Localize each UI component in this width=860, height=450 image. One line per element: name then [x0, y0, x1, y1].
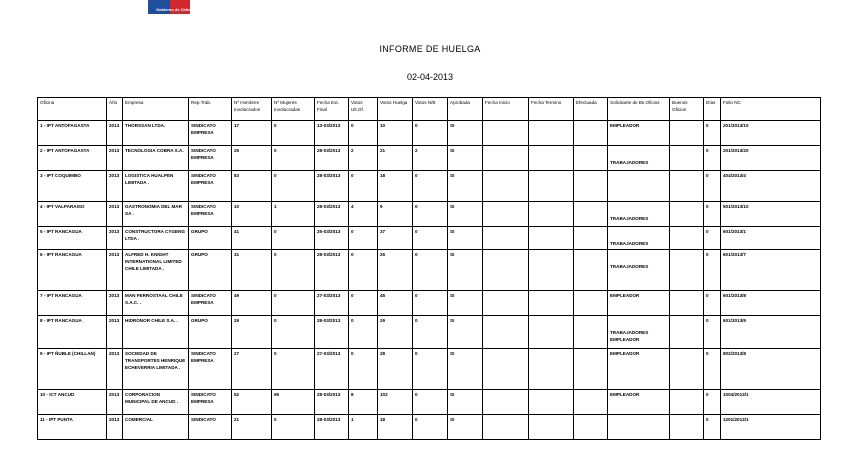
- cell-folio: 1201/2013/1: [721, 415, 821, 440]
- cell-fecha-termino: [529, 250, 574, 291]
- cell-solicitante: [608, 146, 670, 171]
- cell-votos-huelga: 28: [378, 349, 413, 390]
- cell-dias: 0: [704, 390, 721, 415]
- table-row: [38, 349, 821, 390]
- cell-folio: 601/2013/9: [721, 316, 821, 349]
- cell-mujeres: 0: [272, 316, 315, 349]
- cell-dias: 0: [704, 146, 721, 171]
- cell-folio: 404/2013/4: [721, 171, 821, 202]
- cell-hombres: 27: [232, 349, 272, 390]
- cell-votos-huelga: 21: [378, 146, 413, 171]
- cell-fecha-termino: [529, 316, 574, 349]
- cell-votos-huelga: 29: [378, 316, 413, 349]
- cell-buenos: [670, 121, 704, 146]
- cell-mujeres: 1: [272, 202, 315, 227]
- cell-solicitante: [608, 390, 670, 415]
- cell-hombres: 29: [232, 316, 272, 349]
- col-header: Fecha Ext. Final: [315, 98, 349, 121]
- cell-fecha-inicio: [483, 250, 529, 291]
- cell-votos-ult: 0: [349, 316, 378, 349]
- col-header: Rep.Trab.: [189, 98, 232, 121]
- cell-fecha-inicio: [483, 291, 529, 316]
- cell-empresa: CONSTRUCTORA CYGENG LTDA .: [123, 227, 189, 250]
- cell-aprobada: SI: [448, 390, 483, 415]
- cell-fecha-ext: 28-03/2013: [315, 250, 349, 291]
- cell-aprobada: SI: [448, 146, 483, 171]
- cell-aprobada: SI: [448, 316, 483, 349]
- cell-fecha-ext: 28-03/2013: [315, 171, 349, 202]
- cell-rep: SINDICATO EMPRESA: [189, 146, 232, 171]
- cell-votos-huelga: 45: [378, 291, 413, 316]
- cell-folio: 201/2013/20: [721, 146, 821, 171]
- cell-solicitante: [608, 171, 670, 202]
- col-header: Fecha Termino: [529, 98, 574, 121]
- col-header: Nº Hombres Involucrados: [232, 98, 272, 121]
- cell-anio: 2013: [107, 415, 123, 440]
- cell-fecha-inicio: [483, 171, 529, 202]
- cell-hombres: 83: [232, 171, 272, 202]
- cell-rep: SINDICATO EMPRESA: [189, 121, 232, 146]
- cell-aprobada: SI: [448, 171, 483, 202]
- cell-votos-ult: 1: [349, 415, 378, 440]
- table-row: [38, 250, 821, 291]
- cell-aprobada: SI: [448, 415, 483, 440]
- cell-fecha-termino: [529, 146, 574, 171]
- solicitante-value: EMPLEADOR: [610, 392, 640, 397]
- col-header: Fecha Inicio: [483, 98, 529, 121]
- cell-efectuada: [574, 202, 608, 227]
- cell-fecha-termino: [529, 291, 574, 316]
- cell-aprobada: SI: [448, 227, 483, 250]
- cell-fecha-termino: [529, 390, 574, 415]
- cell-votos-ult: 0: [349, 349, 378, 390]
- cell-efectuada: [574, 146, 608, 171]
- solicitante-secondary-value: TRABAJADORES EMPLEADOR: [610, 330, 649, 343]
- cell-aprobada: SI: [448, 121, 483, 146]
- cell-folio: 1004/2013/1: [721, 390, 821, 415]
- cell-votos-ult: 0: [349, 121, 378, 146]
- cell-buenos: [670, 390, 704, 415]
- col-header: Empresa: [123, 98, 189, 121]
- cell-votos-nb: 2: [413, 146, 448, 171]
- cell-buenos: [670, 349, 704, 390]
- cell-solicitante: [608, 291, 670, 316]
- cell-oficina: 1 - IPT ANTOFAGASTA: [38, 121, 107, 146]
- cell-votos-ult: 0: [349, 250, 378, 291]
- cell-folio: 601/2013/1: [721, 227, 821, 250]
- cell-rep: GRUPO: [189, 250, 232, 291]
- cell-votos-ult: 8: [349, 390, 378, 415]
- cell-mujeres: 0: [272, 171, 315, 202]
- table-header-row: [38, 98, 821, 121]
- cell-efectuada: [574, 291, 608, 316]
- cell-oficina: 9 - IPT ÑUBLE (CHILLAN): [38, 349, 107, 390]
- cell-hombres: 52: [232, 390, 272, 415]
- cell-dias: 0: [704, 121, 721, 146]
- cell-rep: SINDICATO EMPRESA: [189, 390, 232, 415]
- col-header: Buenos Oficios: [670, 98, 704, 121]
- table-row: [38, 171, 821, 202]
- col-header: Votos N/B: [413, 98, 448, 121]
- cell-fecha-ext: 28-03/2013: [315, 415, 349, 440]
- cell-solicitante: [608, 121, 670, 146]
- cell-mujeres: 0: [272, 291, 315, 316]
- cell-buenos: [670, 146, 704, 171]
- solicitante-secondary-value: TRABAJADORES: [610, 241, 649, 246]
- solicitante-value: EMPLEADOR: [610, 351, 640, 356]
- cell-folio: 601/2013/7: [721, 250, 821, 291]
- cell-fecha-ext: 13-03/2013: [315, 121, 349, 146]
- cell-oficina: 7 - IPT RANCAGUA: [38, 291, 107, 316]
- cell-buenos: [670, 291, 704, 316]
- cell-aprobada: SI: [448, 349, 483, 390]
- report-title: INFORME DE HUELGA: [379, 44, 481, 54]
- col-header: Oficina: [38, 98, 107, 121]
- cell-fecha-inicio: [483, 121, 529, 146]
- cell-votos-nb: 0: [413, 415, 448, 440]
- cell-votos-ult: 2: [349, 146, 378, 171]
- cell-votos-nb: 0: [413, 227, 448, 250]
- cell-votos-ult: 0: [349, 227, 378, 250]
- col-header: Efectuada: [574, 98, 608, 121]
- strike-report-table: [37, 97, 821, 440]
- cell-hombres: 25: [232, 146, 272, 171]
- cell-solicitante: [608, 316, 670, 349]
- cell-votos-huelga: 25: [378, 250, 413, 291]
- cell-oficina: 11 - IPT PUNTA: [38, 415, 107, 440]
- cell-dias: 0: [704, 415, 721, 440]
- cell-oficina: 10 - ICT ANCUD: [38, 390, 107, 415]
- cell-efectuada: [574, 250, 608, 291]
- cell-dias: 0: [704, 171, 721, 202]
- cell-votos-nb: 0: [413, 349, 448, 390]
- cell-anio: 2013: [107, 250, 123, 291]
- solicitante-secondary-value: TRABAJADORES: [610, 264, 649, 269]
- cell-fecha-inicio: [483, 146, 529, 171]
- cell-oficina: 3 - IPT COQUIMBO: [38, 171, 107, 202]
- solicitante-secondary-value: TRABAJADORES: [610, 216, 649, 221]
- cell-mujeres: 0: [272, 349, 315, 390]
- col-header: Nº Mujeres Involucradas: [272, 98, 315, 121]
- cell-rep: SINDICATO EMPRESA: [189, 171, 232, 202]
- cell-votos-nb: 0: [413, 316, 448, 349]
- logo-text: Gobierno de Chile: [156, 7, 191, 12]
- cell-rep: GRUPO: [189, 316, 232, 349]
- cell-anio: 2013: [107, 390, 123, 415]
- col-header: Votos Huelga: [378, 98, 413, 121]
- cell-oficina: 8 - IPT RANCAGUA: [38, 316, 107, 349]
- cell-dias: 0: [704, 316, 721, 349]
- cell-mujeres: 0: [272, 121, 315, 146]
- cell-dias: 0: [704, 349, 721, 390]
- cell-rep: SINDICATO EMPRESA: [189, 349, 232, 390]
- cell-anio: 2013: [107, 121, 123, 146]
- col-header: Aprobada: [448, 98, 483, 121]
- cell-hombres: 10: [232, 202, 272, 227]
- cell-fecha-inicio: [483, 415, 529, 440]
- cell-dias: 0: [704, 202, 721, 227]
- cell-efectuada: [574, 171, 608, 202]
- cell-empresa: GASTRONOMIA DEL MAR SA .: [123, 202, 189, 227]
- cell-buenos: [670, 171, 704, 202]
- cell-mujeres: 0: [272, 415, 315, 440]
- solicitante-secondary-value: [610, 398, 667, 410]
- cell-efectuada: [574, 390, 608, 415]
- cell-dias: 0: [704, 291, 721, 316]
- cell-empresa: COMERCIAL: [123, 415, 189, 440]
- cell-oficina: 2 - IPT ANTOFAGASTA: [38, 146, 107, 171]
- cell-mujeres: 0: [272, 227, 315, 250]
- cell-empresa: THORSSAN LTDA.: [123, 121, 189, 146]
- cell-folio: 201/2013/10: [721, 121, 821, 146]
- cell-folio: 802/2013/8: [721, 349, 821, 390]
- table-row: [38, 202, 821, 227]
- solicitante-secondary-value: [610, 299, 667, 311]
- solicitante-secondary-value: [610, 172, 667, 184]
- cell-oficina: 5 - IPT RANCAGUA: [38, 227, 107, 250]
- cell-empresa: SOCIEDAD DE TRANSPORTES HENRIQUE ECHEVERRIA LIMITADA .: [123, 349, 189, 390]
- cell-buenos: [670, 316, 704, 349]
- cell-rep: GRUPO: [189, 227, 232, 250]
- cell-fecha-inicio: [483, 202, 529, 227]
- cell-rep: SINDICATO EMPRESA: [189, 202, 232, 227]
- cell-buenos: [670, 227, 704, 250]
- cell-folio: 501/2013/10: [721, 202, 821, 227]
- solicitante-secondary-value: [610, 357, 667, 369]
- cell-efectuada: [574, 349, 608, 390]
- cell-solicitante: [608, 250, 670, 291]
- cell-votos-nb: 0: [413, 250, 448, 291]
- cell-anio: 2013: [107, 227, 123, 250]
- cell-votos-ult: 4: [349, 202, 378, 227]
- cell-rep: SINDICATO EMPRESA: [189, 291, 232, 316]
- cell-votos-nb: 0: [413, 121, 448, 146]
- cell-anio: 2013: [107, 146, 123, 171]
- cell-oficina: 4 - IPT VALPARAISO: [38, 202, 107, 227]
- table-row: [38, 121, 821, 146]
- cell-votos-nb: 0: [413, 291, 448, 316]
- cell-anio: 2013: [107, 349, 123, 390]
- cell-fecha-inicio: [483, 227, 529, 250]
- cell-hombres: 31: [232, 250, 272, 291]
- solicitante-value: EMPLEADOR: [610, 293, 640, 298]
- cell-fecha-termino: [529, 202, 574, 227]
- cell-votos-huelga: 10: [378, 121, 413, 146]
- cell-fecha-ext: 28-03/2013: [315, 390, 349, 415]
- cell-fecha-ext: 27-03/2013: [315, 291, 349, 316]
- cell-aprobada: SI: [448, 291, 483, 316]
- cell-solicitante: [608, 349, 670, 390]
- cell-fecha-ext: 25-03/2013: [315, 227, 349, 250]
- cell-fecha-ext: 28-03/2013: [315, 146, 349, 171]
- cell-aprobada: SI: [448, 202, 483, 227]
- cell-anio: 2013: [107, 291, 123, 316]
- solicitante-secondary-value: [610, 129, 667, 141]
- cell-anio: 2013: [107, 202, 123, 227]
- cell-votos-huelga: 102: [378, 390, 413, 415]
- cell-solicitante: [608, 227, 670, 250]
- table-row: [38, 316, 821, 349]
- cell-fecha-ext: 27-03/2013: [315, 349, 349, 390]
- cell-fecha-inicio: [483, 349, 529, 390]
- cell-folio: 601/2013/8: [721, 291, 821, 316]
- col-header: Días: [704, 98, 721, 121]
- cell-solicitante: [608, 202, 670, 227]
- cell-anio: 2013: [107, 171, 123, 202]
- col-header: Año: [107, 98, 123, 121]
- table-row: [38, 146, 821, 171]
- cell-fecha-termino: [529, 349, 574, 390]
- col-header: Votos Ult.Of.: [349, 98, 378, 121]
- cell-votos-ult: 0: [349, 171, 378, 202]
- cell-hombres: 49: [232, 291, 272, 316]
- cell-hombres: 21: [232, 415, 272, 440]
- cell-mujeres: 0: [272, 250, 315, 291]
- cell-efectuada: [574, 227, 608, 250]
- cell-rep: SINDICATO: [189, 415, 232, 440]
- col-header: Folio NC: [721, 98, 821, 121]
- cell-empresa: TECNOLOGIA COBRA S.A.: [123, 146, 189, 171]
- cell-mujeres: 0: [272, 146, 315, 171]
- report-date: 02-04-2013: [406, 72, 454, 82]
- cell-efectuada: [574, 415, 608, 440]
- cell-empresa: CORPORACION MUNICIPAL DE ANCUD .: [123, 390, 189, 415]
- cell-empresa: LOGISTICA HUALPEN LIMITADA .: [123, 171, 189, 202]
- cell-fecha-termino: [529, 171, 574, 202]
- cell-fecha-termino: [529, 227, 574, 250]
- cell-dias: 0: [704, 250, 721, 291]
- cell-empresa: HIDRONOR CHILE S.A. .: [123, 316, 189, 349]
- table-row: [38, 227, 821, 250]
- solicitante-secondary-value: TRABAJADORES: [610, 160, 649, 165]
- cell-votos-huelga: 18: [378, 171, 413, 202]
- cell-fecha-inicio: [483, 316, 529, 349]
- cell-efectuada: [574, 121, 608, 146]
- table-row: [38, 291, 821, 316]
- cell-efectuada: [574, 316, 608, 349]
- cell-mujeres: 95: [272, 390, 315, 415]
- cell-votos-nb: 0: [413, 202, 448, 227]
- cell-fecha-ext: 28-03/2013: [315, 202, 349, 227]
- cell-votos-huelga: 37: [378, 227, 413, 250]
- cell-aprobada: SI: [448, 250, 483, 291]
- cell-fecha-ext: 28-03/2013: [315, 316, 349, 349]
- cell-hombres: 41: [232, 227, 272, 250]
- table-row: [38, 390, 821, 415]
- cell-empresa: ALFRED H. KNIGHT INTERNATIONAL LIMITED CHILE LIMITADA .: [123, 250, 189, 291]
- col-header: Solicitante de Bs.Oficios: [608, 98, 670, 121]
- cell-votos-ult: 0: [349, 291, 378, 316]
- cell-empresa: MAN FERROSTAAL CHILE S.A.C. .: [123, 291, 189, 316]
- cell-fecha-termino: [529, 121, 574, 146]
- cell-fecha-inicio: [483, 390, 529, 415]
- cell-solicitante: [608, 415, 670, 440]
- cell-dias: 0: [704, 227, 721, 250]
- cell-hombres: 17: [232, 121, 272, 146]
- solicitante-value: EMPLEADOR: [610, 123, 640, 128]
- cell-fecha-termino: [529, 415, 574, 440]
- cell-anio: 2013: [107, 316, 123, 349]
- table-row: [38, 415, 821, 440]
- cell-oficina: 6 - IPT RANCAGUA: [38, 250, 107, 291]
- cell-buenos: [670, 202, 704, 227]
- cell-votos-nb: 0: [413, 390, 448, 415]
- cell-votos-nb: 0: [413, 171, 448, 202]
- cell-votos-huelga: 18: [378, 415, 413, 440]
- cell-buenos: [670, 415, 704, 440]
- solicitante-secondary-value: [610, 416, 667, 428]
- cell-buenos: [670, 250, 704, 291]
- cell-votos-huelga: 9: [378, 202, 413, 227]
